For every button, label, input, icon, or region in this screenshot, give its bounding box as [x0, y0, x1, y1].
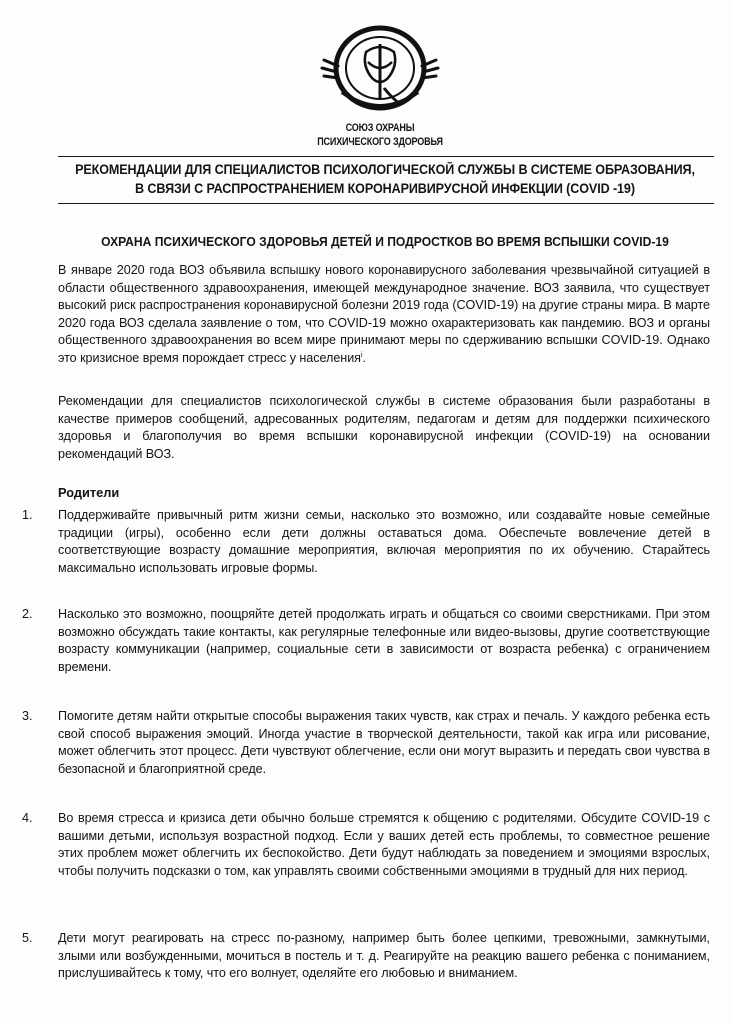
list-item-number: 2.	[22, 607, 33, 621]
footnote-mark: i	[360, 351, 363, 359]
section-title: ОХРАНА ПСИХИЧЕСКОГО ЗДОРОВЬЯ ДЕТЕЙ И ПОДРОСТКОВ ВО ВРЕМЯ ВСПЫШКИ COVID-19	[101, 234, 669, 249]
title-top-divider	[58, 156, 714, 157]
intro-paragraph-1-text: В январе 2020 года ВОЗ объявила вспышку нового коронавирусного заболевания чрезвычайной ситуацией в области общественного здравоохранения, имеющей международное значение. ВОЗ заявила, что существует высокий риск распространения коронавирусной болезни 2019 года (COVID-19) на другие страны мира. В марте 2020 года ВОЗ сделала заявление о том, что COVID-19 можно охарактеризовать как пандемию. ВОЗ и органы общественного здравоохранения во всем мире принимают меры по сдерживанию вспышки COVID-19. Однако это кризисное время порождает стресс у населения	[58, 263, 710, 365]
document-title-line1: РЕКОМЕНДАЦИИ ДЛЯ СПЕЦИАЛИСТОВ ПСИХОЛОГИЧЕСКОЙ СЛУЖБЫ В СИСТЕМЕ ОБРАЗОВАНИЯ,	[75, 162, 695, 177]
organization-name-line1: СОЮЗ ОХРАНЫ	[345, 122, 415, 134]
list-item-text: Насколько это возможно, поощряйте детей продолжать играть и общаться со своими сверстниками. При этом возможно обсуждать такие контакты, как регулярные телефонные или видео-вызовы, другие соответствующие возрасту коммуникации (например, социальные сети в зависимости от возраста ребенка) с ограничением времени.	[58, 607, 710, 674]
intro-paragraph-2: Рекомендации для специалистов психологической службы в системе образования были разработаны в качестве примеров сообщений, адресованных родителям, педагогам и детям для поддержки психического здоровья и благополучия во время вспышки коронавирусной инфекции (COVID-19) на основании рекомендаций ВОЗ.	[58, 394, 710, 461]
intro-paragraph-1: В январе 2020 года ВОЗ объявила вспышку нового коронавирусного заболевания чрезвычайной ситуацией в области общественного здравоохранения, имеющей международное значение. ВОЗ заявила, что существует высокий риск распространения коронавирусной болезни 2019 года (COVID-19) на другие страны мира. В марте 2020 года ВОЗ сделала заявление о том, что COVID-19 можно охарактеризовать как пандемию. ВОЗ и органы общественного здравоохранения во всем мире принимают меры по сдерживанию вспышки COVID-19. Однако это кризисное время порождает стресс у населения$^i$.	[58, 263, 710, 365]
document-title	[64, 160, 706, 198]
list-item-number: 1.	[22, 508, 33, 522]
parents-subheading: Родители	[58, 485, 120, 500]
list-item-number: 3.	[22, 709, 33, 723]
list-item-text: Помогите детям найти открытые способы выражения таких чувств, как страх и печаль. У каждого ребенка есть свой способ выражения эмоций. Иногда участие в творческой деятельности, такой как игра или рисование, может облегчить этот процесс. Дети чувствуют облегчение, если они могут выразить и передать свои чувства в безопасной и благоприятной среде.	[58, 709, 710, 776]
list-item-number: 4.	[22, 811, 33, 825]
list-item-text: Дети могут реагировать на стресс по-разному, например быть более цепкими, тревожными, замкнутыми, злыми или возбужденными, мочиться в постель и т. д. Реагируйте на реакцию вашего ребенка с пониманием, прислушивайтесь к тому, что его волнует, оделяйте его любовью и вниманием.	[58, 931, 710, 981]
organization-name	[298, 121, 462, 149]
document-title-line2: В СВЯЗИ С РАСПРОСТРАНЕНИЕМ КОРОНАРИВИРУСНОЙ ИНФЕКЦИИ (COVID -19)	[135, 181, 635, 196]
organization-name-line2: ПСИХИЧЕСКОГО ЗДОРОВЬЯ	[317, 136, 443, 148]
mind-logo-icon	[318, 22, 442, 122]
list-item-text: Во время стресса и кризиса дети обычно больше стремятся к общению с родителями. Обсудите COVID-19 с вашими детьми, используя возрастной подход. Если у ваших детей есть проблемы, то совместное решение этих проблем может облегчить их беспокойство. Дети будут наблюдать за поведением и эмоциями взрослых, чтобы получить подсказки о том, как управлять своими собственными эмоциями в трудный для них период.	[58, 811, 710, 878]
title-bottom-divider	[58, 203, 714, 204]
list-item-text: Поддерживайте привычный ритм жизни семьи, насколько это возможно, или создавайте новые семейные традиции (игры), особенно если дети должны оставаться дома. Обеспечьте вовлечение детей в соответствующие возрасту домашние мероприятия, включая мероприятия по их обучению. Старайтесь максимально использовать игровые формы.	[58, 508, 710, 575]
list-item-number: 5.	[22, 931, 33, 945]
